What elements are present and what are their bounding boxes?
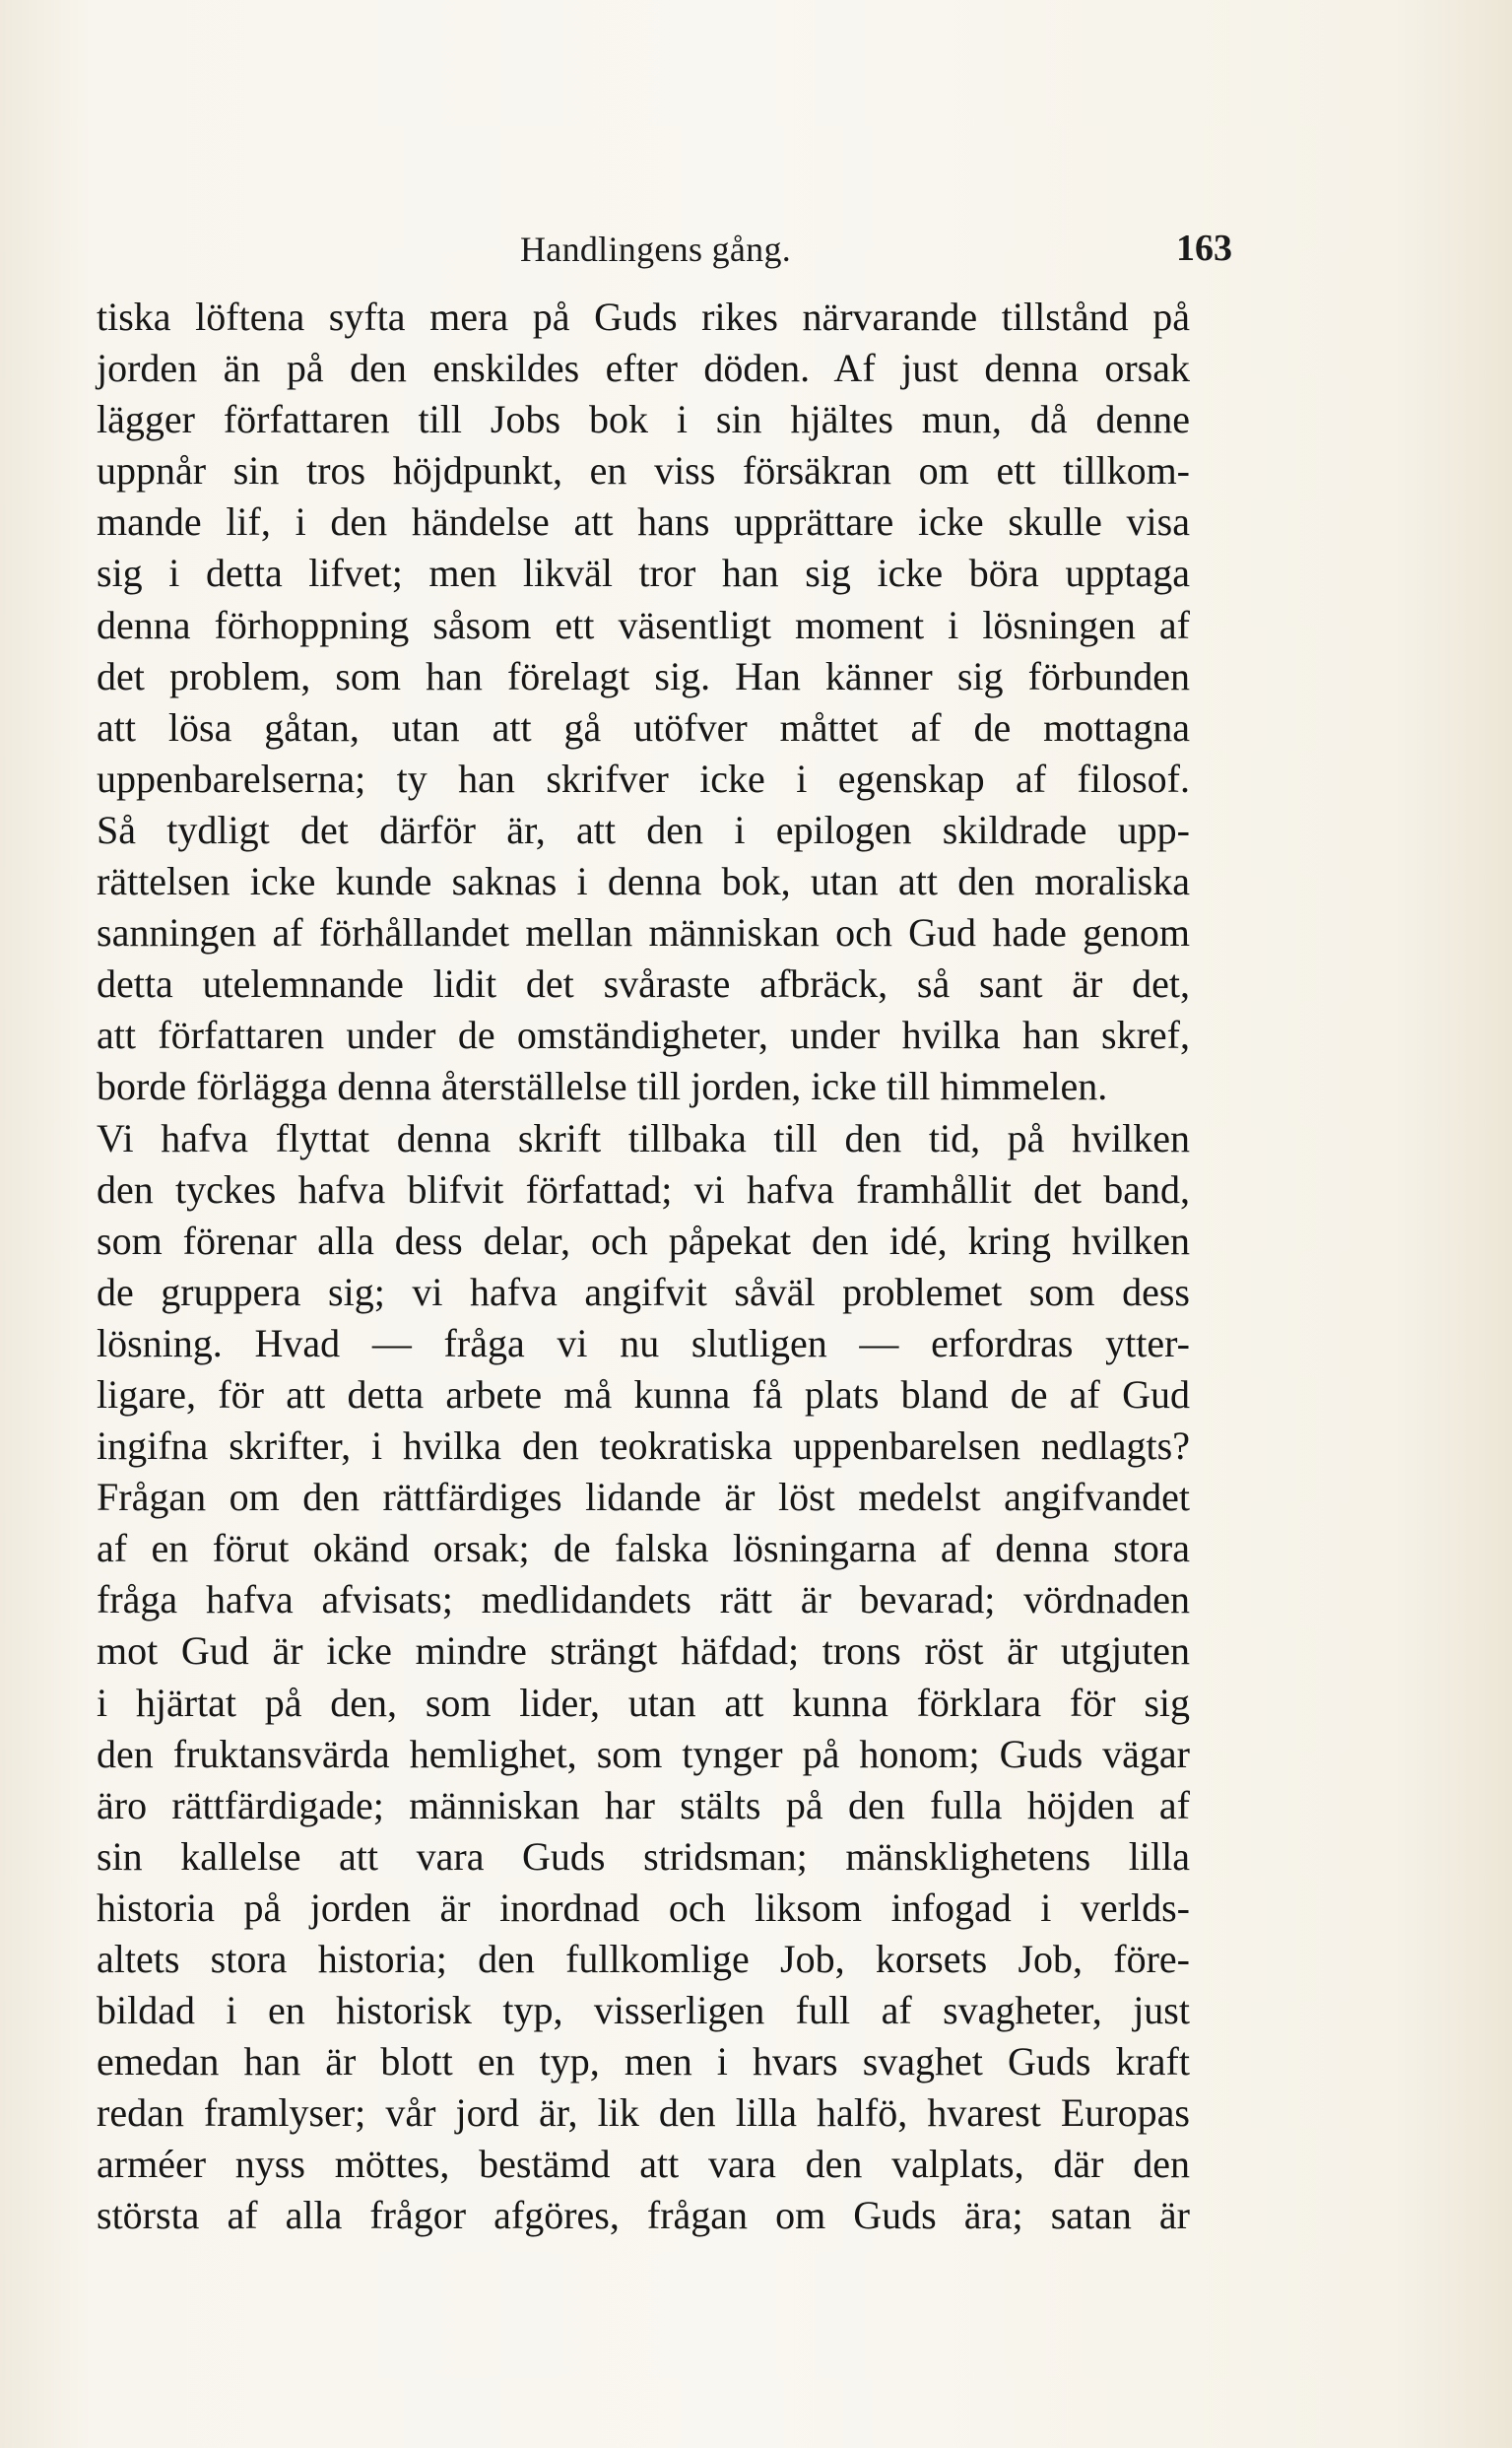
text-line: denna förhoppning såsom ett väsentligt moment i lösningen af [97,602,1190,647]
running-title: Handlingens gång. [520,230,792,269]
body-text [97,292,1190,2242]
text-line: detta utelemnande lidit det svåraste afbräck, så sant är det, [97,961,1190,1007]
text-line: sin kallelse att vara Guds stridsman; mänsklighetens lilla [97,1833,1190,1879]
text-line: historia på jorden är inordnad och liksom infogad i verlds- [97,1885,1190,1930]
text-line: den tyckes hafva blifvit författad; vi hafva framhållit det band, [97,1166,1190,1212]
text-line: tiska löftena syfta mera på Guds rikes närvarande tillstånd på [97,295,1190,339]
text-line: af en förut okänd orsak; de falska lösningarna af denna stora [97,1526,1190,1571]
text-line: Vi hafva flyttat denna skrift tillbaka till den tid, på hvilken [97,1115,1190,1160]
text-line: mande lif, i den händelse att hans upprättare icke skulle visa [97,499,1190,545]
text-line: det problem, som han förelagt sig. Han känner sig förbunden [97,653,1190,698]
running-header [520,229,1232,278]
page-number: 163 [1176,228,1232,269]
text-line: fråga hafva afvisats; medlidandets rätt är bevarad; vördnaden [97,1577,1190,1622]
text-line: mot Gud är icke mindre strängt häfdad; trons röst är utgjuten [97,1628,1190,1674]
text-line: sig i detta lifvet; men likväl tror han sig icke böra upptaga [97,551,1190,596]
text-line: lägger författaren till Jobs bok i sin hjältes mun, då denne [97,397,1190,442]
text-line: arméer nyss möttes, bestämd att vara den valplats, där den [97,2142,1190,2187]
text-line: altets stora historia; den fullkomlige Job, korsets Job, före- [97,1937,1190,1981]
text-line: ligare, för att detta arbete må kunna få plats bland de af Gud [97,1371,1190,1417]
text-line: bildad i en historisk typ, visserligen full af svagheter, just [97,1988,1190,2033]
text-line: uppenbarelserna; ty han skrifver icke i egenskap af filosof. [97,756,1190,801]
text-line: som förenar alla dess delar, och påpekat den idé, kring hvilken [97,1218,1190,1263]
text-line: äro rättfärdigade; människan har stälts på den fulla höjden af [97,1782,1190,1827]
text-line: rättelsen icke kunde saknas i denna bok, utan att den moraliska [97,859,1190,904]
text-line: borde förlägga denna återställelse till jorden, icke till himmelen. [97,1064,1108,1109]
text-line: Så tydligt det därför är, att den i epilogen skildrade upp- [97,807,1190,852]
text-line: att författaren under de omständigheter, under hvilka han skref, [97,1013,1190,1058]
text-line: att lösa gåtan, utan att gå utöfver måttet af de mottagna [97,704,1190,750]
text-line: de gruppera sig; vi hafva angifvit såväl problemet som dess [97,1269,1190,1314]
text-line: lösning. Hvad — fråga vi nu slutligen — erfordras ytter- [97,1320,1190,1365]
text-line: ingifna skrifter, i hvilka den teokratiska uppenbarelsen nedlagts? [97,1423,1190,1469]
text-line: i hjärtat på den, som lider, utan att kunna förklara för sig [97,1680,1190,1725]
text-line: emedan han är blott en typ, men i hvars svaghet Guds kraft [97,2039,1190,2084]
text-line: uppnår sin tros höjdpunkt, en viss försäkran om ett tillkom- [97,448,1190,494]
text-line: Frågan om den rättfärdiges lidande är löst medelst angifvandet [97,1475,1190,1520]
text-line: största af alla frågor afgöres, frågan om Guds ära; satan är [97,2193,1190,2238]
text-line: jorden än på den enskildes efter döden. Af just denna orsak [97,346,1190,391]
text-line: den fruktansvärda hemlighet, som tynger på honom; Guds vägar [97,1731,1190,1776]
text-line: sanningen af förhållandet mellan människan och Gud hade genom [97,910,1190,956]
text-line: redan framlyser; vår jord är, lik den lilla halfö, hvarest Europas [97,2090,1190,2136]
